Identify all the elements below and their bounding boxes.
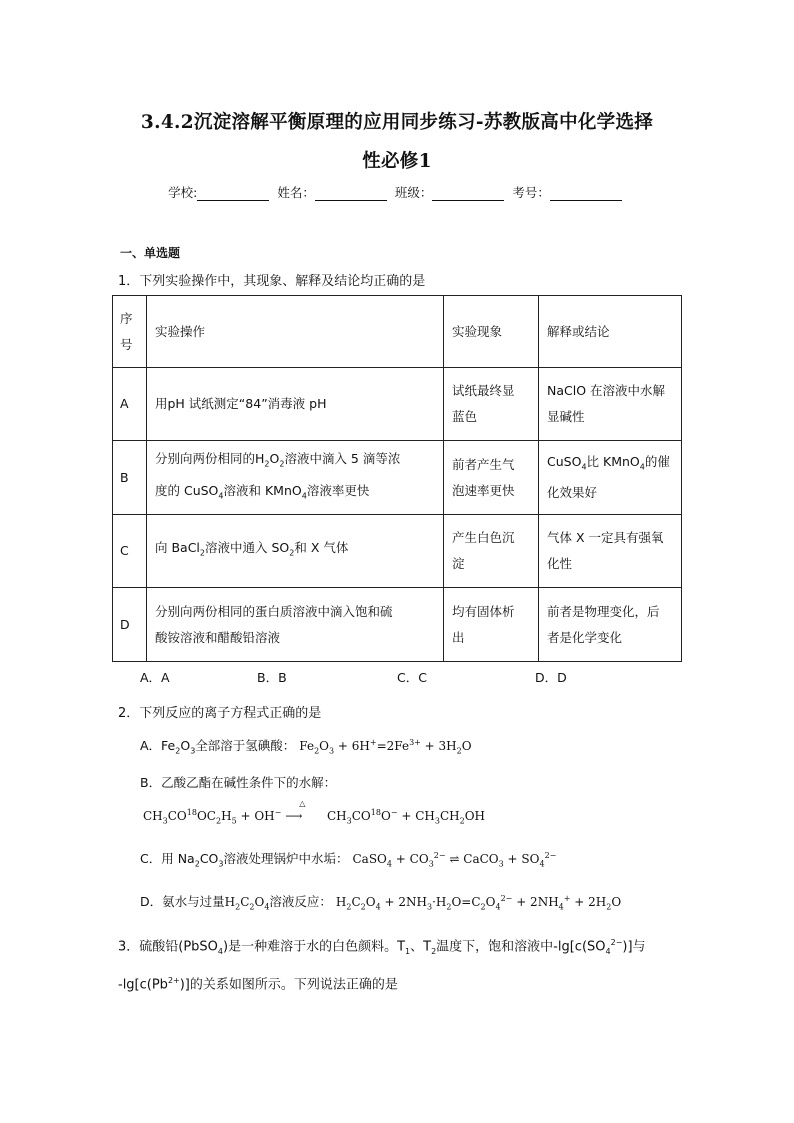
row-operation: 向 BaCl$_2$溶液中通入 $SO_2$和 X 气体 [147, 515, 444, 588]
table-row [113, 515, 682, 588]
row-no: B [113, 441, 147, 515]
school-label: 学校: [168, 185, 198, 200]
table-row [113, 588, 682, 662]
exam-no-field[interactable] [550, 186, 622, 201]
q2-option-d[interactable]: D．氨水与过量$H_2C_2O_4$溶液反应： $H_2C_2O_4 + 2NH_3\cdot H_2O=C_2O_4^{2-} + 2NH_4^+ + 2H_2O$ [140, 894, 622, 912]
row-no: A [113, 368, 147, 441]
row-no: C [113, 515, 147, 588]
row-conclusion: 前者是物理变化，后 者是化学变化 [539, 588, 682, 662]
student-info-line [0, 183, 794, 201]
header-no: 序 号 [113, 296, 147, 368]
q2-option-a[interactable]: A．$Fe_2O_3$全部溶于氢碘酸： $Fe_2O_3 + 6H^+=2Fe^{3+} + 3H_2O$ [140, 738, 472, 756]
school-field[interactable] [197, 186, 269, 201]
q1-stem: 1．下列实验操作中，其现象、解释及结论均正确的是 [118, 274, 426, 289]
name-field[interactable] [315, 186, 387, 201]
row-no: D [113, 588, 147, 662]
q3-stem: 3．硫酸铅(PbSO$_4$)是一种难溶于水的白色颜料。$T_1$、$T_2$温度下，饱和溶液中$-\lg[c(SO_4^{2-})]$与 $-\lg[c(Pb^{2+})]$的关系如图所示。下列说法正确的是 [118, 938, 646, 993]
row-conclusion: 气体 X 一定具有强氧 化性 [539, 515, 682, 588]
q2-option-b[interactable]: B．乙酸乙酯在碱性条件下的水解： [140, 775, 337, 790]
row-operation: 分别向两份相同的$H_2O_2$溶液中滴入 5 滴等浓 度的 CuSO$_4$溶液和 KMnO$_4$溶液率更快 [147, 441, 444, 515]
header-conclusion: 解释或结论 [539, 296, 682, 368]
title-line-2: 性必修1 [362, 151, 432, 172]
table-row [113, 441, 682, 515]
table-row [113, 368, 682, 441]
section-heading: 一、单选题 [120, 246, 181, 260]
title-line-1: 3.4.2沉淀溶解平衡原理的应用同步练习-苏教版高中化学选择 [140, 112, 654, 133]
class-field[interactable] [432, 186, 504, 201]
row-conclusion: NaClO 在溶液中水解 显碱性 [539, 368, 682, 441]
row-phenomenon: 试纸最终显 蓝色 [444, 368, 539, 441]
q1-option-b[interactable]: B．B [257, 670, 287, 685]
header-phenomenon: 实验现象 [444, 296, 539, 368]
q2-option-b-equation: $CH_3CO^{18}OC_2H_5 + OH^-$ △ ⟶ $CH_3CO^{18}O^- + CH_3CH_2OH$ [143, 799, 486, 826]
row-operation: 用pH 试纸测定“84”消毒液 pH [147, 368, 444, 441]
row-phenomenon: 前者产生气 泡速率更快 [444, 441, 539, 515]
exam-no-label: 考号： [512, 185, 550, 200]
page-title [100, 103, 694, 181]
q1-option-d[interactable]: D．D [535, 670, 567, 685]
q2-stem: 2．下列反应的离子方程式正确的是 [118, 706, 322, 721]
table-header-row [113, 296, 682, 368]
row-phenomenon: 均有固体析 出 [444, 588, 539, 662]
name-label: 姓名： [277, 185, 315, 200]
row-operation: 分别向两份相同的蛋白质溶液中滴入饱和硫 酸铵溶液和醋酸铅溶液 [147, 588, 444, 662]
class-label: 班级： [394, 185, 433, 200]
q1-option-a[interactable]: A．A [140, 670, 170, 685]
row-phenomenon: 产生白色沉 淀 [444, 515, 539, 588]
q2-option-c[interactable]: C．用 $Na_2CO_3$溶液处理锅炉中水垢： CaSO$_4$ + $CO_3^{2-}$ ⇌ CaCO$_3$ + $SO_4^{2-}$ [140, 851, 557, 869]
header-operation: 实验操作 [147, 296, 444, 368]
experiment-table [112, 295, 682, 662]
q1-option-c[interactable]: C．C [397, 670, 427, 685]
row-conclusion: CuSO$_4$比 KMnO$_4$的催 化效果好 [539, 441, 682, 515]
